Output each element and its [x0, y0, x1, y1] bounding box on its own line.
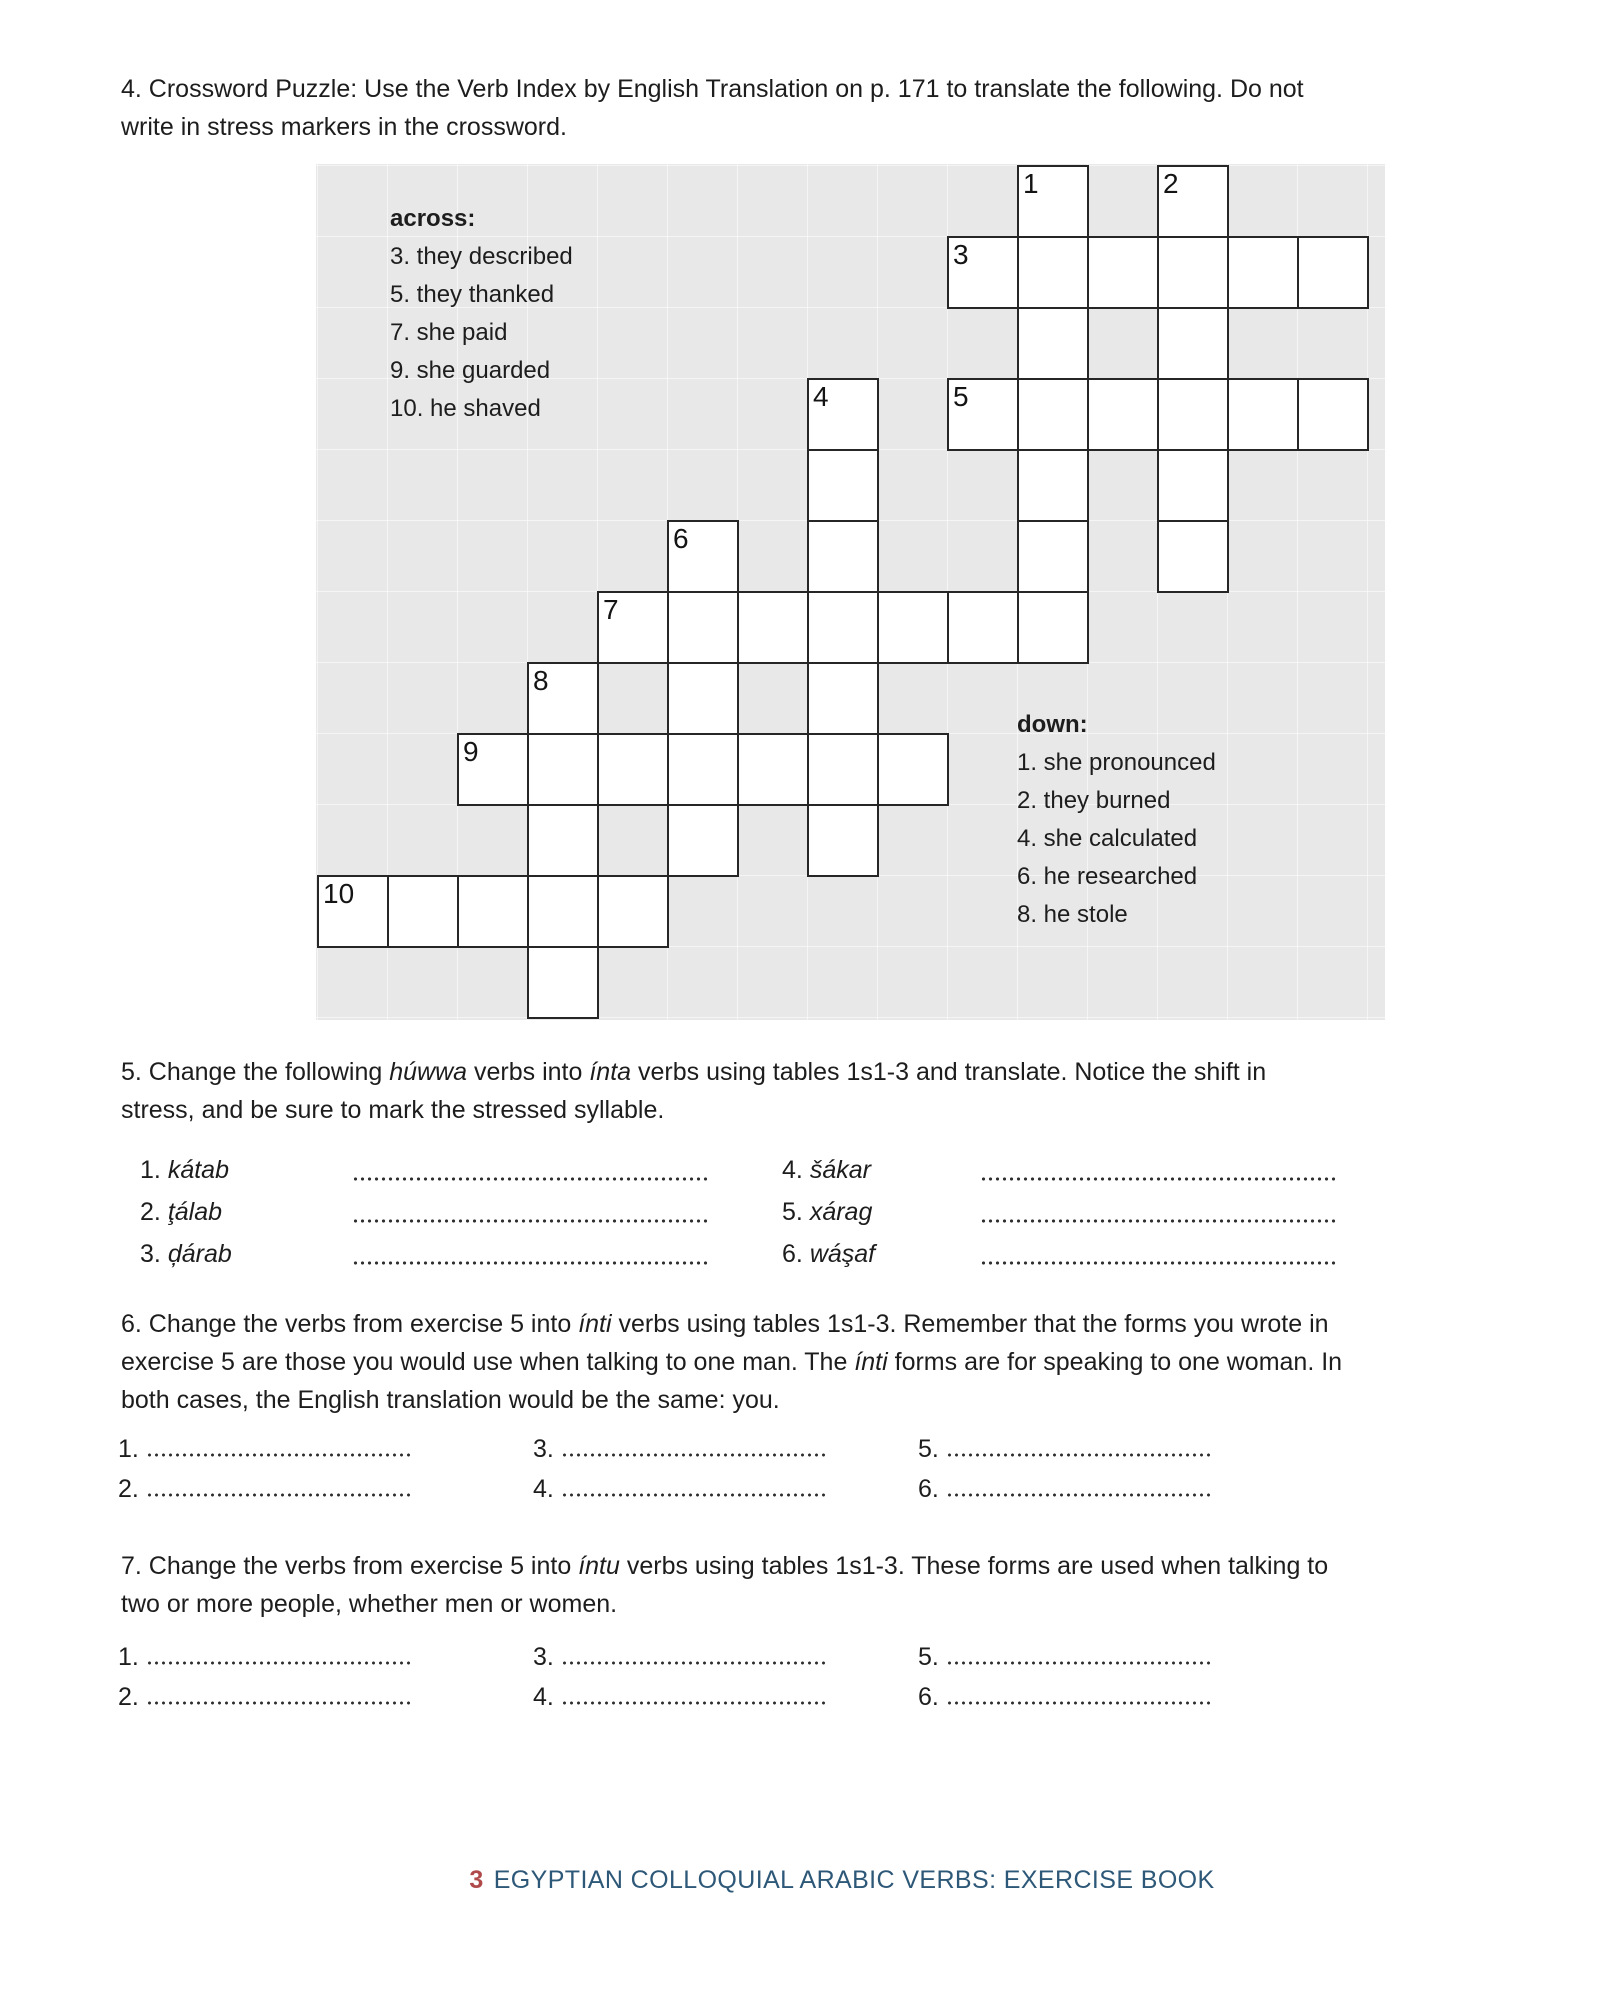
- down-clue: 8. he stole: [1017, 901, 1128, 928]
- text-segment: verbs using tables 1s1-3 and translate. Notice the shift in: [631, 1058, 1267, 1086]
- cell-number: 7: [603, 594, 619, 625]
- crossword-cell: [947, 378, 1019, 451]
- item-number: 6.: [782, 1240, 803, 1268]
- crossword-cell: [807, 662, 879, 735]
- crossword-cell: [737, 733, 809, 806]
- page-footer: [469, 1866, 1214, 1895]
- answer-blank: [561, 1645, 826, 1667]
- crossword-cell: [1017, 165, 1089, 238]
- crossword-cell: [527, 804, 599, 877]
- crossword-cell: [527, 733, 599, 806]
- verb-item: [140, 1237, 232, 1271]
- item-number: 4.: [782, 1156, 803, 1184]
- item-number: 5.: [918, 1643, 939, 1671]
- verb-text: xárag: [809, 1198, 873, 1226]
- item-number: 5.: [782, 1198, 803, 1226]
- answer-blank: [561, 1685, 826, 1707]
- answer-blank: [352, 1237, 710, 1271]
- item-number: 3.: [533, 1643, 554, 1671]
- answer-blank: [980, 1237, 1338, 1271]
- text-segment: 5. Change the following: [121, 1058, 390, 1086]
- crossword-cell: [807, 520, 879, 593]
- exercise5-heading-line1: [121, 1053, 1266, 1091]
- cell-number: 1: [1023, 168, 1039, 199]
- crossword-cell: [667, 733, 739, 806]
- item-number: 6.: [918, 1475, 939, 1503]
- answer-blank: [946, 1437, 1211, 1459]
- verb-text: wáşaf: [809, 1240, 876, 1268]
- across-clues: [390, 200, 573, 428]
- cell-number: 5: [953, 381, 969, 412]
- fill-item: [533, 1474, 826, 1504]
- cell-number: 3: [953, 239, 969, 270]
- crossword-cell: [1157, 378, 1229, 451]
- exercise5-heading-line2: stress, and be sure to mark the stressed syllable.: [121, 1096, 665, 1124]
- answer-blank: [352, 1195, 710, 1229]
- crossword-cell: [1017, 378, 1089, 451]
- crossword-cell: [1087, 236, 1159, 309]
- answer-blank: [352, 1153, 710, 1187]
- crossword-cell: [317, 875, 389, 948]
- exercise7-heading: [121, 1547, 1328, 1623]
- crossword-cell: [1157, 449, 1229, 522]
- crossword-cell: [1157, 236, 1229, 309]
- crossword-cell: [737, 591, 809, 664]
- cell-number: 2: [1163, 168, 1179, 199]
- across-clue: 10. he shaved: [390, 395, 541, 422]
- exercise6-heading-line1: [121, 1305, 1342, 1343]
- text-segment-italic: ínti: [578, 1310, 612, 1338]
- down-clue: 4. she calculated: [1017, 825, 1198, 852]
- answer-blank: [980, 1153, 1338, 1187]
- item-number: 5.: [918, 1435, 939, 1463]
- cell-number: 8: [533, 665, 549, 696]
- crossword-cell: [877, 591, 949, 664]
- text-segment: 7. Change the verbs from exercise 5 into: [121, 1552, 579, 1580]
- exercise7-heading-line1: [121, 1547, 1328, 1585]
- crossword-cell: [527, 946, 599, 1019]
- across-clue: 3. they described: [390, 243, 573, 270]
- exercise5-row-2: [0, 1195, 1600, 1231]
- crossword-cell: [597, 591, 669, 664]
- crossword-cell: [1297, 236, 1369, 309]
- crossword-cell: [807, 378, 879, 451]
- crossword-cell: [457, 875, 529, 948]
- answer-blank: [946, 1477, 1211, 1499]
- fill-item: [533, 1434, 826, 1464]
- item-number: 3.: [140, 1240, 161, 1268]
- exercise5-heading: [121, 1053, 1266, 1129]
- verb-item: [782, 1153, 871, 1187]
- crossword-cell: [1227, 236, 1299, 309]
- answer-blank: [146, 1437, 411, 1459]
- page-number: 3: [469, 1866, 484, 1894]
- item-number: 4.: [533, 1683, 554, 1711]
- exercise5-row-3: [0, 1237, 1600, 1273]
- crossword-cell: [1227, 378, 1299, 451]
- book-title: EGYPTIAN COLLOQUIAL ARABIC VERBS: EXERCISE BOOK: [493, 1866, 1215, 1894]
- answer-blank: [946, 1685, 1211, 1707]
- item-number: 3.: [533, 1435, 554, 1463]
- crossword-cell: [1157, 520, 1229, 593]
- answer-blank: [146, 1685, 411, 1707]
- text-segment-italic: ínta: [589, 1058, 632, 1086]
- verb-text: šákar: [809, 1156, 871, 1184]
- exercise7-heading-line2: two or more people, whether men or women.: [121, 1590, 618, 1618]
- cell-number: 9: [463, 736, 479, 767]
- text-segment: forms are for speaking to one woman. In: [887, 1348, 1343, 1376]
- verb-text: ţálab: [167, 1198, 223, 1226]
- text-segment-italic: íntu: [578, 1552, 620, 1580]
- crossword-cell: [387, 875, 459, 948]
- item-number: 2.: [118, 1475, 139, 1503]
- fill-item: [533, 1642, 826, 1672]
- exercise4-heading: [121, 70, 1304, 146]
- crossword-cell: [1017, 449, 1089, 522]
- crossword-cell: [807, 804, 879, 877]
- fill-item: [118, 1642, 411, 1672]
- crossword-cell: [1157, 307, 1229, 380]
- crossword-cell: [457, 733, 529, 806]
- crossword-cell: [1017, 520, 1089, 593]
- fill-item: [118, 1682, 411, 1712]
- crossword-cell: [1087, 378, 1159, 451]
- crossword-cell: [1017, 307, 1089, 380]
- item-number: 4.: [533, 1475, 554, 1503]
- fill-item: [118, 1434, 411, 1464]
- answer-blank: [146, 1477, 411, 1499]
- fill-item: [918, 1682, 1211, 1712]
- crossword-cell: [1017, 236, 1089, 309]
- text-segment: verbs using tables 1s1-3. Remember that the forms you wrote in: [611, 1310, 1329, 1338]
- answer-blank: [561, 1437, 826, 1459]
- text-segment: exercise 5 are those you would use when talking to one man. The: [121, 1348, 855, 1376]
- item-number: 2.: [140, 1198, 161, 1226]
- verb-text: kátab: [167, 1156, 229, 1184]
- down-clue: 6. he researched: [1017, 863, 1198, 890]
- exercise6-heading: [121, 1305, 1342, 1419]
- exercise6-heading-line2: [121, 1343, 1342, 1381]
- across-clues-title: across:: [390, 205, 476, 232]
- crossword-cell: [947, 591, 1019, 664]
- fill-item: [533, 1682, 826, 1712]
- crossword-cell: [807, 733, 879, 806]
- down-clue: 1. she pronounced: [1017, 749, 1216, 776]
- item-number: 1.: [118, 1643, 139, 1671]
- item-number: 6.: [918, 1683, 939, 1711]
- item-number: 2.: [118, 1683, 139, 1711]
- exercise5-row-1: [0, 1153, 1600, 1189]
- verb-item: [140, 1153, 229, 1187]
- crossword-cell: [1157, 165, 1229, 238]
- fill-item: [118, 1474, 411, 1504]
- crossword-cell: [667, 662, 739, 735]
- crossword-cell: [877, 733, 949, 806]
- crossword-cell: [807, 449, 879, 522]
- cell-number: 4: [813, 381, 829, 412]
- answer-blank: [146, 1645, 411, 1667]
- across-clue: 9. she guarded: [390, 357, 551, 384]
- answer-blank: [946, 1645, 1211, 1667]
- crossword-cell: [597, 875, 669, 948]
- crossword-cell: [527, 875, 599, 948]
- text-segment: 6. Change the verbs from exercise 5 into: [121, 1310, 579, 1338]
- crossword-cell: [1017, 591, 1089, 664]
- item-number: 1.: [118, 1435, 139, 1463]
- cell-number: 6: [673, 523, 689, 554]
- crossword-cell: [527, 662, 599, 735]
- crossword-cell: [1297, 378, 1369, 451]
- down-clues-title: down:: [1017, 711, 1088, 738]
- answer-blank: [980, 1195, 1338, 1229]
- answer-blank: [561, 1477, 826, 1499]
- text-segment: verbs into: [467, 1058, 590, 1086]
- crossword-cell: [667, 520, 739, 593]
- fill-item: [918, 1474, 1211, 1504]
- cell-number: 10: [323, 878, 355, 909]
- crossword-cell: [947, 236, 1019, 309]
- fill-item: [918, 1642, 1211, 1672]
- across-clue: 5. they thanked: [390, 281, 555, 308]
- verb-text: ḑárab: [167, 1240, 232, 1268]
- exercise4-heading-line2: write in stress markers in the crossword.: [121, 113, 567, 141]
- verb-item: [782, 1237, 875, 1271]
- item-number: 1.: [140, 1156, 161, 1184]
- exercise4-heading-line1: 4. Crossword Puzzle: Use the Verb Index by English Translation on p. 171 to translate the following. Do not: [121, 75, 1304, 103]
- crossword-cell: [667, 804, 739, 877]
- exercise6-heading-line3: both cases, the English translation would be the same: you.: [121, 1386, 780, 1414]
- verb-item: [140, 1195, 222, 1229]
- crossword-cell: [597, 733, 669, 806]
- verb-item: [782, 1195, 872, 1229]
- crossword-cell: [667, 591, 739, 664]
- down-clues: [1017, 706, 1216, 934]
- text-segment-italic: ínti: [854, 1348, 888, 1376]
- across-clue: 7. she paid: [390, 319, 508, 346]
- fill-item: [918, 1434, 1211, 1464]
- text-segment: verbs using tables 1s1-3. These forms are used when talking to: [619, 1552, 1329, 1580]
- text-segment-italic: húwwa: [389, 1058, 468, 1086]
- down-clue: 2. they burned: [1017, 787, 1171, 814]
- crossword-cell: [807, 591, 879, 664]
